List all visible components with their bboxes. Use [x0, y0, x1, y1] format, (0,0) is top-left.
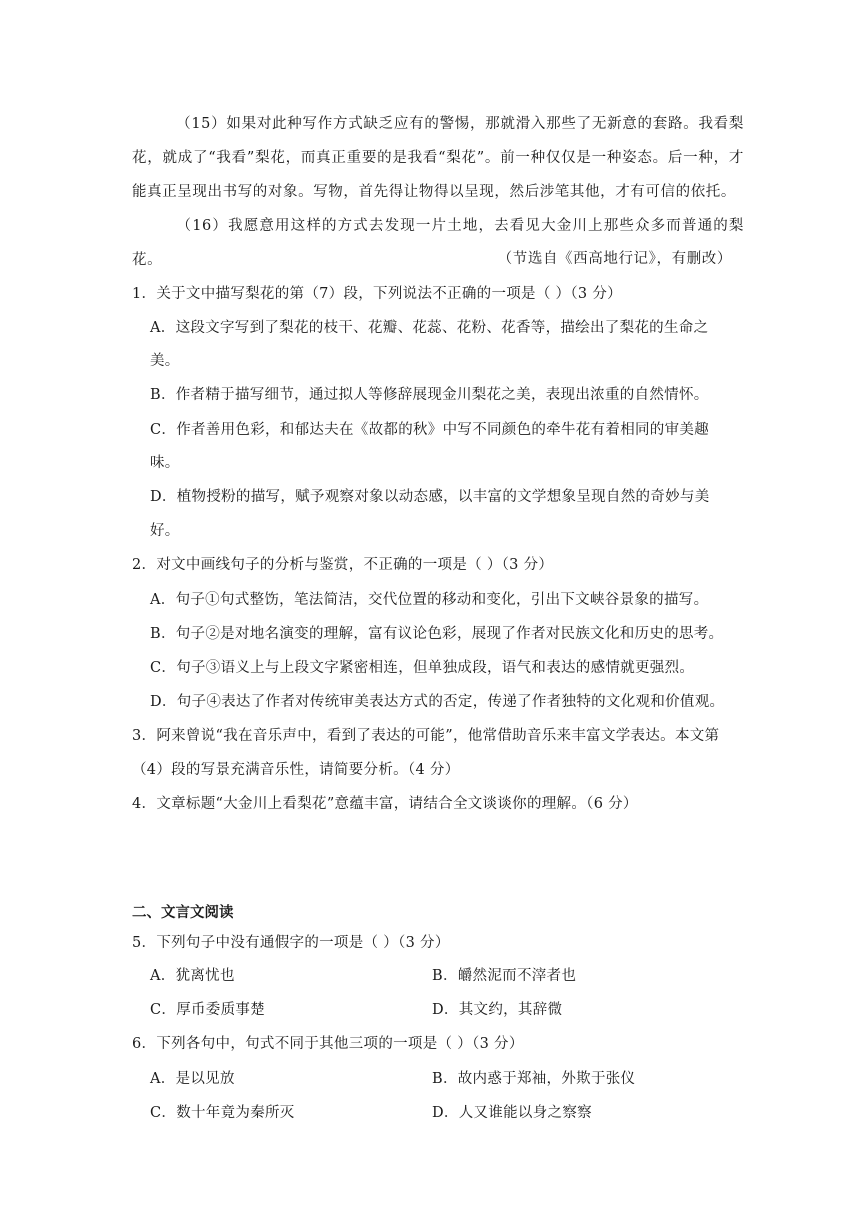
question-3-line-1: 3．阿来曾说“我在音乐声中，看到了表达的可能”，他常借助音乐来丰富文学表达。本文第 — [132, 728, 720, 744]
question-2-option-c: C．句子③语义上与上段文字紧密相连，但单独成段，语气和表达的感情就更强烈。 — [150, 660, 695, 676]
section-heading: 二、文言文阅读 — [132, 905, 234, 921]
question-2-option-a: A．句子①句式整饬，笔法简洁，交代位置的移动和变化，引出下文峡谷景象的描写。 — [150, 592, 709, 608]
question-1-option-c-cont: 味。 — [150, 455, 180, 471]
paragraph-16-number: （16） — [176, 218, 229, 234]
question-4-stem: 4．文章标题“大金川上看梨花”意蕴丰富，请结合全文谈谈你的理解。（6 分） — [132, 796, 638, 812]
question-2-option-b: B．句子②是对地名演变的理解，富有议论色彩，展现了作者对民族文化和历史的思考。 — [150, 626, 724, 642]
paragraph-15 — [132, 107, 744, 209]
question-6-option-a: A．是以见放 — [150, 1071, 235, 1087]
question-6-stem: 6．下列各句中，句式不同于其他三项的一项是（ ）（3 分） — [132, 1036, 524, 1052]
paragraph-15-text: 如果对此种写作方式缺乏应有的警惕，那就滑入那些了无新意的套路。我看梨花，就成了“我看”梨花，而真正重要的是我看“梨花”。前一种仅仅是一种姿态。后一种，才能真正呈现出书写的对象。写物，首先得让物得以呈现，然后涉笔其他，才有可信的依托。 — [132, 116, 744, 200]
question-5-option-a: A．犹离忧也 — [150, 968, 235, 984]
question-6-option-c: C．数十年竟为秦所灭 — [150, 1105, 295, 1121]
question-2-stem: 2．对文中画线句子的分析与鉴赏，不正确的一项是（ ）（3 分） — [132, 557, 554, 573]
question-1-stem: 1．关于文中描写梨花的第（7）段，下列说法不正确的一项是（ ）（3 分） — [132, 286, 622, 302]
question-1-option-c: C．作者善用色彩，和郁达夫在《故都的秋》中写不同颜色的牵牛花有着相同的审美趣 — [150, 422, 709, 438]
paragraph-15-number: （15） — [176, 116, 227, 132]
question-3-line-2: （4）段的写景充满音乐性，请简要分析。（4 分） — [132, 762, 460, 778]
question-5-stem: 5．下列句子中没有通假字的一项是（ ）（3 分） — [132, 935, 450, 951]
paragraph-16-text: 我愿意用这样的方式去发现一片土地，去看见大金川上那些众多而普通的梨花。 — [132, 218, 744, 268]
question-1-option-d: D．植物授粉的描写，赋予观察对象以动态感，以丰富的文学想象呈现自然的奇妙与美 — [150, 489, 710, 505]
question-6-option-d: D．人又谁能以身之察察 — [432, 1105, 592, 1121]
question-1-option-a-cont: 美。 — [150, 353, 180, 369]
question-1-option-b: B．作者精于描写细节，通过拟人等修辞展现金川梨花之美，表现出浓重的自然情怀。 — [150, 387, 709, 403]
question-2-option-d: D．句子④表达了作者对传统审美表达方式的否定，传递了作者独特的文化观和价值观。 — [150, 694, 725, 710]
question-1-option-a: A．这段文字写到了梨花的枝干、花瓣、花蕊、花粉、花香等，描绘出了梨花的生命之 — [150, 320, 709, 336]
question-1-option-d-cont: 好。 — [150, 523, 180, 539]
passage-source: （节选自《西高地行记》，有删改） — [497, 251, 732, 267]
question-5-option-d: D．其文约，其辞微 — [432, 1002, 563, 1018]
question-5-option-b: B．皭然泥而不滓者也 — [432, 968, 577, 984]
question-5-option-c: C．厚币委质事楚 — [150, 1002, 265, 1018]
question-6-option-b: B．故内惑于郑袖，外欺于张仪 — [432, 1071, 636, 1087]
